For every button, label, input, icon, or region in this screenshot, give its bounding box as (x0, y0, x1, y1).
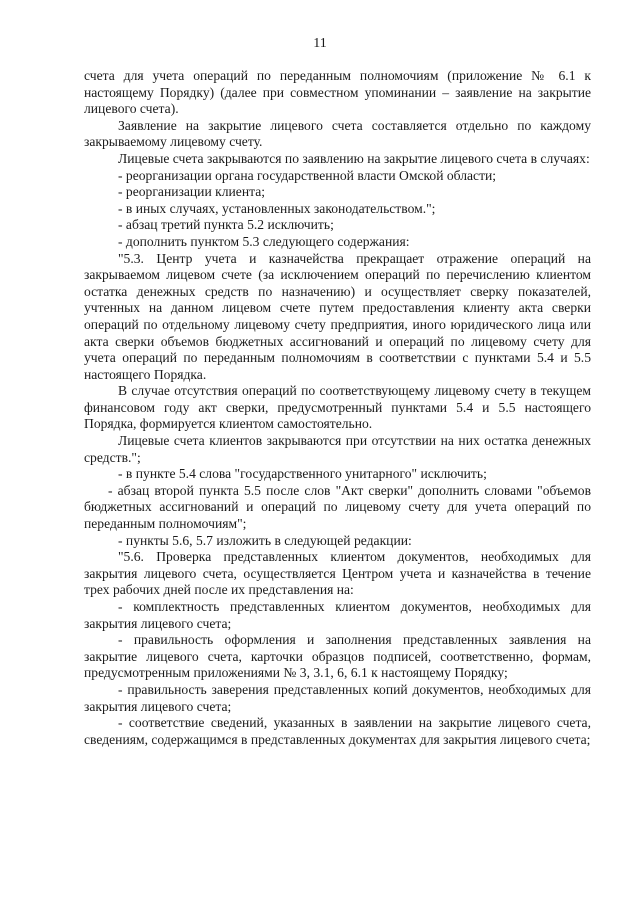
list-item: - в пункте 5.4 слова "государственного унитарного" исключить; (118, 466, 487, 482)
list-item: - соответствие сведений, указанных в заявлении на закрытие лицевого счета, сведениям, содержащимся в представленных документах для закрытия лицевого счета; (84, 715, 591, 747)
list-item: - реорганизации клиента; (118, 184, 266, 200)
paragraph: Лицевые счета закрываются по заявлению на закрытие лицевого счета в случаях: (118, 150, 590, 166)
list-item: - пункты 5.6, 5.7 изложить в следующей редакции: (118, 532, 412, 548)
list-item: - правильность оформления и заполнения представленных заявления на закрытие лицевого счета, карточки образцов подписей, соответственно, формам, предусмотренным приложениями № 3, 3.1, 6, 6.1 к настоящему Порядку; (84, 632, 591, 681)
list-item: - правильность заверения представленных копий документов, необходимых для закрытия лицевого счета; (84, 681, 591, 714)
paragraph: В случае отсутствия операций по соответствующему лицевому счету в текущем финансовом году акт сверки, предусмотренный пунктами 5.4 и 5.5 настоящего Порядка, формируется клиентом самостоятельно. (84, 383, 591, 432)
list-item: - абзац третий пункта 5.2 исключить; (118, 217, 334, 233)
list-item: - в иных случаях, установленных законодательством."; (118, 200, 436, 216)
paragraph: счета для учета операций по переданным полномочиям (приложение № 6.1 к настоящему Порядку) (далее при совместном упоминании – заявление на закрытие лицевого счета). (84, 68, 591, 117)
list-item: - реорганизации органа государственной власти Омской области; (118, 167, 497, 183)
list-item: - абзац второй пункта 5.5 после слов "Акт сверки" дополнить словами "объемов бюджетных ассигнований и операций по лицевому счету для учета операций по переданным полномочиям"; (84, 482, 591, 532)
paragraph: Заявление на закрытие лицевого счета составляется отдельно по каждому закрываемому лицевому счету. (84, 117, 591, 150)
list-item: - дополнить пунктом 5.3 следующего содержания: (118, 233, 410, 249)
paragraph: Лицевые счета клиентов закрываются при отсутствии на них остатка денежных средств."; (84, 433, 591, 465)
paragraph: "5.6. Проверка представленных клиентом документов, необходимых для закрытия лицевого счета, осуществляется Центром учета и казначейства в течение трех рабочих дней после их представления на: (84, 549, 591, 598)
paragraph: "5.3. Центр учета и казначейства прекращает отражение операций на закрываемом лицевом счете (за исключением операций по перечислению клиентом остатка денежных средств по назначению) и осуществляет сверку показателей, учтенных на данном лицевом счете путем предоставления клиенту акта сверки операций по отдельному лицевому счету предприятия, иного юридического лица или акта сверки объемов бюджетных ассигнований и операций по лицевому счету для учета операций по переданным полномочиям в соответствии с пунктами 5.4 и 5.5 настоящего Порядка. (84, 250, 591, 382)
document-body (84, 68, 591, 748)
list-item: - комплектность представленных клиентом документов, необходимых для закрытия лицевого счета; (84, 599, 591, 631)
page-number: 11 (313, 36, 327, 51)
